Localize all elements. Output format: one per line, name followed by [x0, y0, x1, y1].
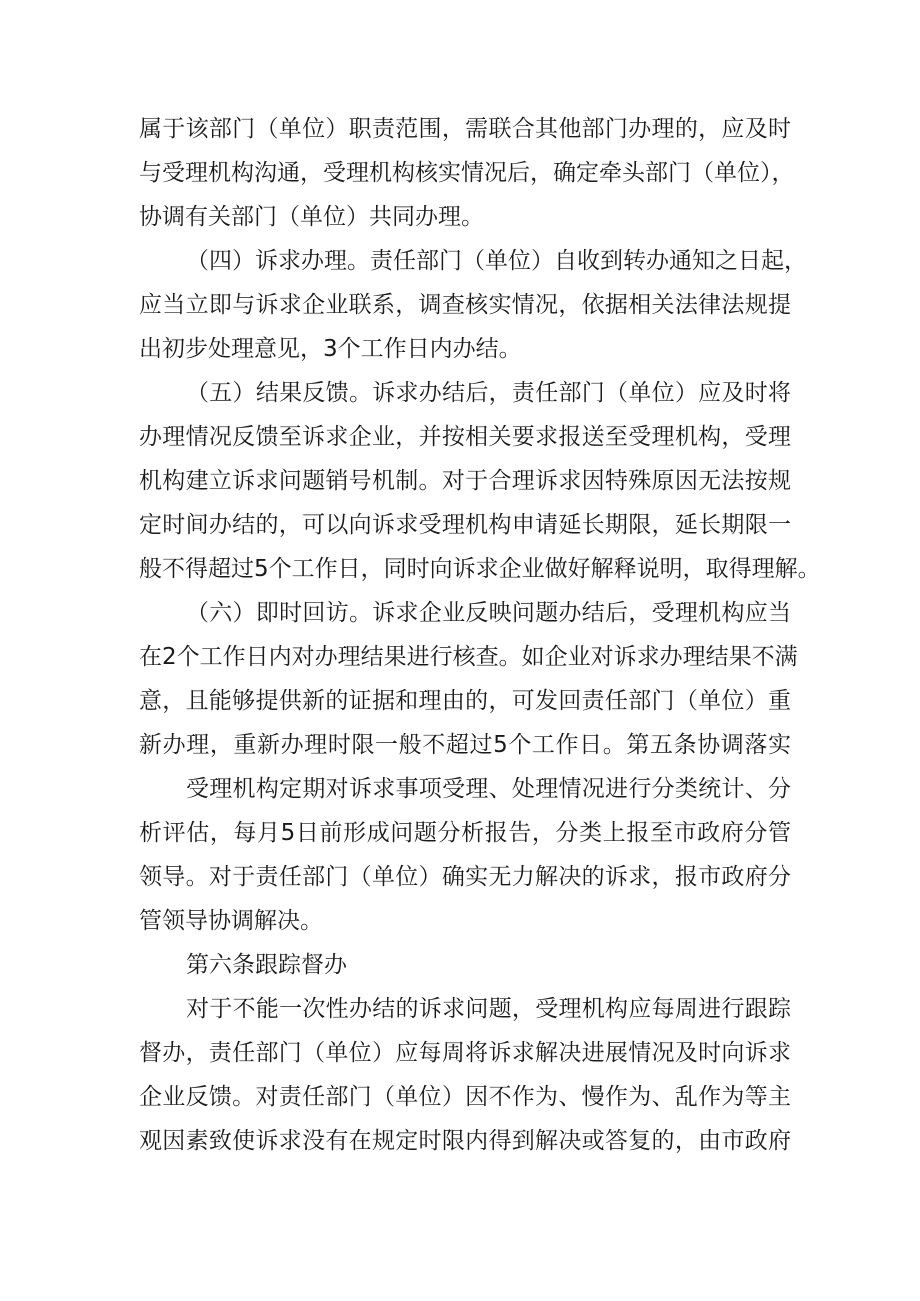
text-line: 协调有关部门（单位）共同办理。	[139, 204, 484, 230]
text-line: 对于不能一次性办结的诉求问题，受理机构应每周进行跟踪	[186, 996, 791, 1022]
text-line: （五）结果反馈。诉求办结后，责任部门（单位）应及时将	[186, 380, 791, 406]
text-line: （四）诉求办理。责任部门（单位）自收到转办通知之日起，	[186, 248, 807, 274]
text-line: 般不得超过5个工作日，同时向诉求企业做好解释说明，取得理解。	[139, 556, 821, 582]
text-line: （六）即时回访。诉求企业反映问题办结后，受理机构应当	[186, 600, 791, 626]
text-line: 定时间办结的，可以向诉求受理机构申请延长期限，延长期限一	[139, 512, 791, 538]
text-line: 督办，责任部门（单位）应每周将诉求解决进展情况及时向诉求	[139, 1040, 791, 1066]
section-heading: 第六条跟踪督办	[186, 952, 347, 978]
text-line: 领导。对于责任部门（单位）确实无力解决的诉求，报市政府分	[139, 864, 791, 890]
text-line: 观因素致使诉求没有在规定时限内得到解决或答复的，由市政府	[139, 1128, 791, 1154]
text-line: 出初步处理意见，3个工作日内办结。	[139, 336, 522, 362]
text-line: 受理机构定期对诉求事项受理、处理情况进行分类统计、分	[186, 776, 791, 802]
text-line: 意，且能够提供新的证据和理由的，可发回责任部门（单位）重	[139, 688, 791, 714]
text-line: 管领导协调解决。	[139, 908, 323, 934]
text-line: 企业反馈。对责任部门（单位）因不作为、慢作为、乱作为等主	[139, 1084, 791, 1110]
text-line: 办理情况反馈至诉求企业，并按相关要求报送至受理机构，受理	[139, 424, 791, 450]
text-line: 机构建立诉求问题销号机制。对于合理诉求因特殊原因无法按规	[139, 468, 791, 494]
text-line: 属于该部门（单位）职责范围，需联合其他部门办理的，应及时	[139, 116, 791, 142]
text-line: 与受理机构沟通，受理机构核实情况后，确定牵头部门（单位），	[139, 160, 795, 186]
text-line: 新办理，重新办理时限一般不超过5个工作日。第五条协调落实	[139, 732, 791, 758]
text-line: 在2个工作日内对办理结果进行核查。如企业对诉求办理结果不满	[139, 644, 798, 670]
text-line: 应当立即与诉求企业联系，调查核实情况，依据相关法律法规提	[139, 292, 791, 318]
text-line: 析评估，每月5日前形成问题分析报告，分类上报至市政府分管	[139, 820, 791, 846]
